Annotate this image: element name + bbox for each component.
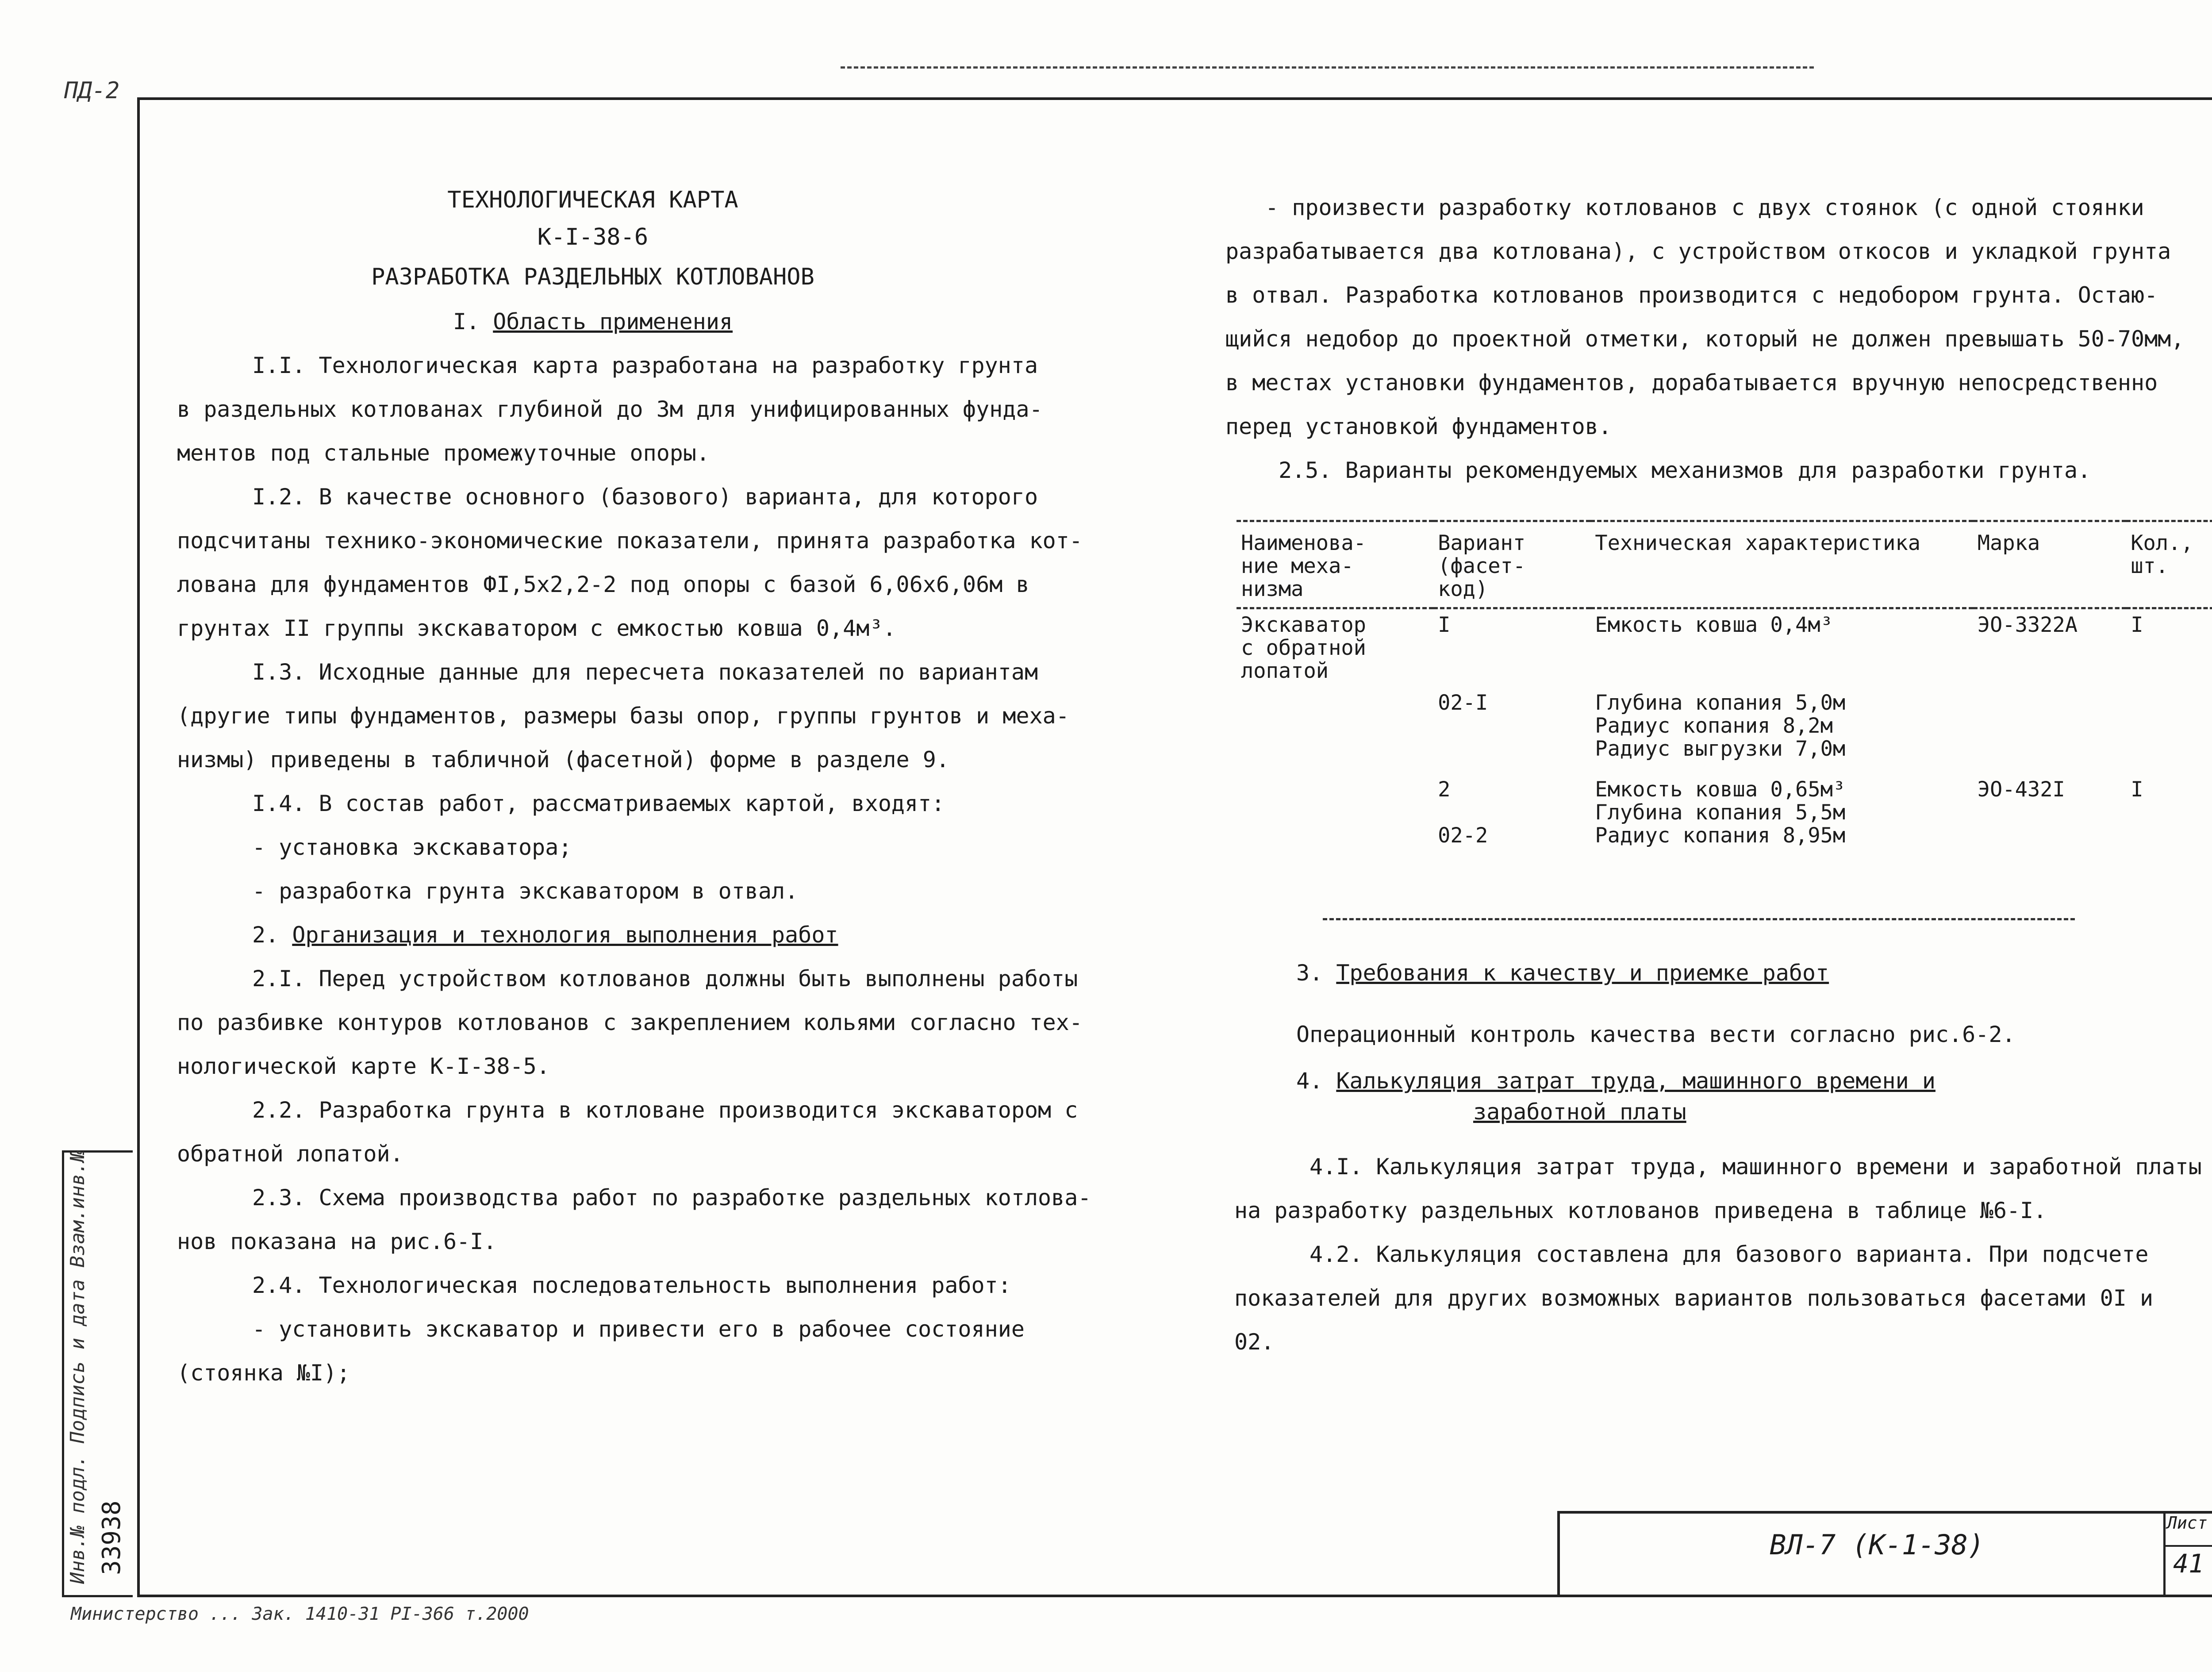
table-row — [1237, 608, 2212, 688]
para-2-2-line: обратной лопатой. — [177, 1141, 403, 1167]
doc-title — [177, 181, 1133, 296]
table-header-cell: Техническая характеристика — [1590, 521, 1973, 608]
table-cell: I — [1438, 613, 1451, 637]
para-4-2-line: 02. — [1234, 1329, 1275, 1355]
side-stub-number: 33938 — [97, 1500, 126, 1575]
table-cell: I — [2131, 777, 2143, 802]
table-cell: I — [2131, 613, 2143, 637]
sheet-box-divider — [2163, 1545, 2212, 1547]
table-cell: ЭО-3322А — [1977, 613, 2078, 637]
para-2-1-line: 2.I. Перед устройством котлованов должны быть выполнены работы — [252, 966, 1078, 992]
para-2-4-line: (стоянка №I); — [177, 1360, 350, 1386]
table-cell: Емкость ковша 0,4м³ — [1595, 613, 1833, 637]
para-2-1-line: нологической карте К-I-38-5. — [177, 1053, 550, 1079]
para-2-4b-line: перед установкой фундаментов. — [1225, 414, 1612, 439]
section-3-heading — [1234, 951, 2212, 995]
para-2-4b-line: в местах установки фундаментов, дорабатывается вручную непосредственно — [1225, 370, 2158, 396]
title-line-1: ТЕХНОЛОГИЧЕСКАЯ КАРТА — [447, 187, 738, 213]
sheet-number: 41 — [2173, 1549, 2204, 1579]
section-1-number: I. — [453, 309, 480, 334]
title-line-3: РАЗРАБОТКА РАЗДЕЛЬНЫХ КОТЛОВАНОВ — [371, 264, 814, 290]
table-cell: 02-I — [1438, 691, 1488, 715]
para-4-2-line: 4.2. Калькуляция составлена для базового варианта. При подсчете — [1310, 1242, 2149, 1267]
sheet-label: Лист — [2167, 1513, 2208, 1533]
table-cell: ЭО-432I — [1977, 777, 2065, 802]
para-4-2-line: показателей для других возможных вариантов пользоваться фасетами 0I и — [1234, 1285, 2154, 1311]
table-cell — [1237, 687, 1433, 765]
para-1-3-line: I.3. Исходные данные для пересчета показателей по вариантам — [252, 659, 1038, 685]
para-4-1-line: 4.I. Калькуляция затрат труда, машинного времени и заработной платы — [1310, 1154, 2202, 1180]
table-end-dashed-line — [1323, 918, 2075, 920]
bottom-print-note: Министерство ... Зак. 1410-31 РI-366 т.2000 — [71, 1604, 529, 1624]
table-header-cell: Кол., шт. — [2126, 521, 2212, 608]
para-2-4b-line: в отвал. Разработка котлованов производится с недобором грунта. Остаю- — [1225, 282, 2158, 308]
corner-mark: ПД-2 — [64, 77, 120, 104]
para-1-1-line: ментов под стальные промежуточные опоры. — [177, 440, 710, 466]
right-column — [1225, 186, 2212, 492]
mechanisms-table — [1237, 520, 2212, 852]
section-1-title: Область применения — [493, 309, 733, 334]
table-header-row — [1237, 521, 2212, 608]
para-4-1-line: на разработку раздельных котлованов приведена в таблице №6-I. — [1234, 1198, 2047, 1223]
para-2-4b-line: разрабатывается два котлована), с устройством откосов и укладкой грунта — [1225, 238, 2171, 264]
para-2-4b-line: щийся недобор до проектной отметки, который не должен превышать 50-70мм, — [1225, 326, 2185, 352]
para-2-4b-line: - произвести разработку котлованов с двух стоянок (с одной стоянки — [1265, 195, 2144, 220]
para-1-2-line: I.2. В качестве основного (базового) варианта, для которого — [252, 484, 1038, 510]
section-3-title: Требования к качеству и приемке работ — [1336, 960, 1829, 986]
para-1-2-line: лована для фундаментов ФI,5х2,2-2 под опоры с базой 6,06х6,06м в — [177, 572, 1029, 597]
section-4-title-line-1: Калькуляция затрат труда, машинного времени и — [1336, 1068, 1936, 1094]
para-2-3-line: 2.3. Схема производства работ по разработке раздельных котлова- — [252, 1185, 1091, 1211]
top-dashed-line — [841, 66, 1814, 69]
section-1-heading — [177, 300, 1009, 344]
table-cell: Экскаватор с обратной лопатой — [1241, 613, 1366, 683]
section-2-heading — [177, 913, 1133, 957]
table-cell: Глубина копания 5,0м Радиус копания 8,2м Радиус выгрузки 7,0м — [1595, 691, 1846, 761]
para-2-1-line: по разбивке контуров котлованов с закреплением кольями согласно тех- — [177, 1010, 1083, 1035]
left-column — [177, 181, 1133, 1395]
para-1-3-line: низмы) приведены в табличной (фасетной) форме в разделе 9. — [177, 747, 949, 773]
table-cell: Емкость ковша 0,65м³ Глубина копания 5,5м Радиус копания 8,95м — [1595, 777, 1846, 848]
table-cell: 2 02-2 — [1438, 777, 1488, 848]
para-2-4-line: 2.4. Технологическая последовательность выполнения работ: — [252, 1272, 1011, 1298]
para-1-2-line: подсчитаны технико-экономические показатели, принята разработка кот- — [177, 528, 1083, 553]
para-1-2-line: грунтах II группы экскаватором с емкостью ковша 0,4м³. — [177, 615, 896, 641]
para-1-3-line: (другие типы фундаментов, размеры базы опор, группы грунтов и меха- — [177, 703, 1069, 729]
table-header-cell: Наименова- ние меха- низма — [1237, 521, 1433, 608]
table-cell — [1237, 765, 1433, 852]
section-4-heading — [1234, 1065, 2212, 1096]
section-2-number: 2. — [252, 922, 279, 948]
para-1-1-line: в раздельных котлованах глубиной до 3м для унифицированных фунда- — [177, 396, 1043, 422]
section-4-number: 4. — [1296, 1068, 1323, 1094]
side-stub-text: Инв.№ подл. Подпись и дата Взам.инв.№ — [66, 1150, 89, 1584]
para-2-3-line: нов показана на рис.6-I. — [177, 1229, 497, 1254]
title-line-2: К-I-38-6 — [537, 224, 649, 250]
para-2-4-line: - установить экскаватор и привести его в рабочее состояние — [252, 1316, 1025, 1342]
para-1-4-item: - разработка грунта экскаватором в отвал. — [252, 878, 799, 904]
para-2-5: 2.5. Варианты рекомендуемых механизмов для разработки грунта. — [1279, 457, 2091, 483]
table-cell — [2126, 687, 2212, 765]
table-header-cell: Вариант (фасет- код) — [1433, 521, 1590, 608]
table-row — [1237, 765, 2212, 852]
para-1-1-line: I.I. Технологическая карта разработана на разработку грунта — [252, 353, 1038, 378]
table-cell — [1973, 687, 2127, 765]
section-3-text: Операционный контроль качества вести согласно рис.6-2. — [1296, 1022, 2016, 1047]
stamp-code: ВЛ-7 (К-1-38) — [1770, 1529, 1985, 1561]
section-4-title-line-2: заработной платы — [1473, 1099, 1686, 1125]
right-lower-column — [1234, 951, 2212, 1364]
para-1-4-line: I.4. В состав работ, рассматриваемых картой, входят: — [252, 791, 945, 816]
para-1-4-item: - установка экскаватора; — [252, 834, 572, 860]
para-2-2-line: 2.2. Разработка грунта в котловане производится экскаватором с — [252, 1097, 1078, 1123]
section-2-title: Организация и технология выполнения работ — [292, 922, 838, 948]
table-header-cell: Марка — [1973, 521, 2127, 608]
table-row — [1237, 687, 2212, 765]
section-3-number: 3. — [1296, 960, 1323, 986]
